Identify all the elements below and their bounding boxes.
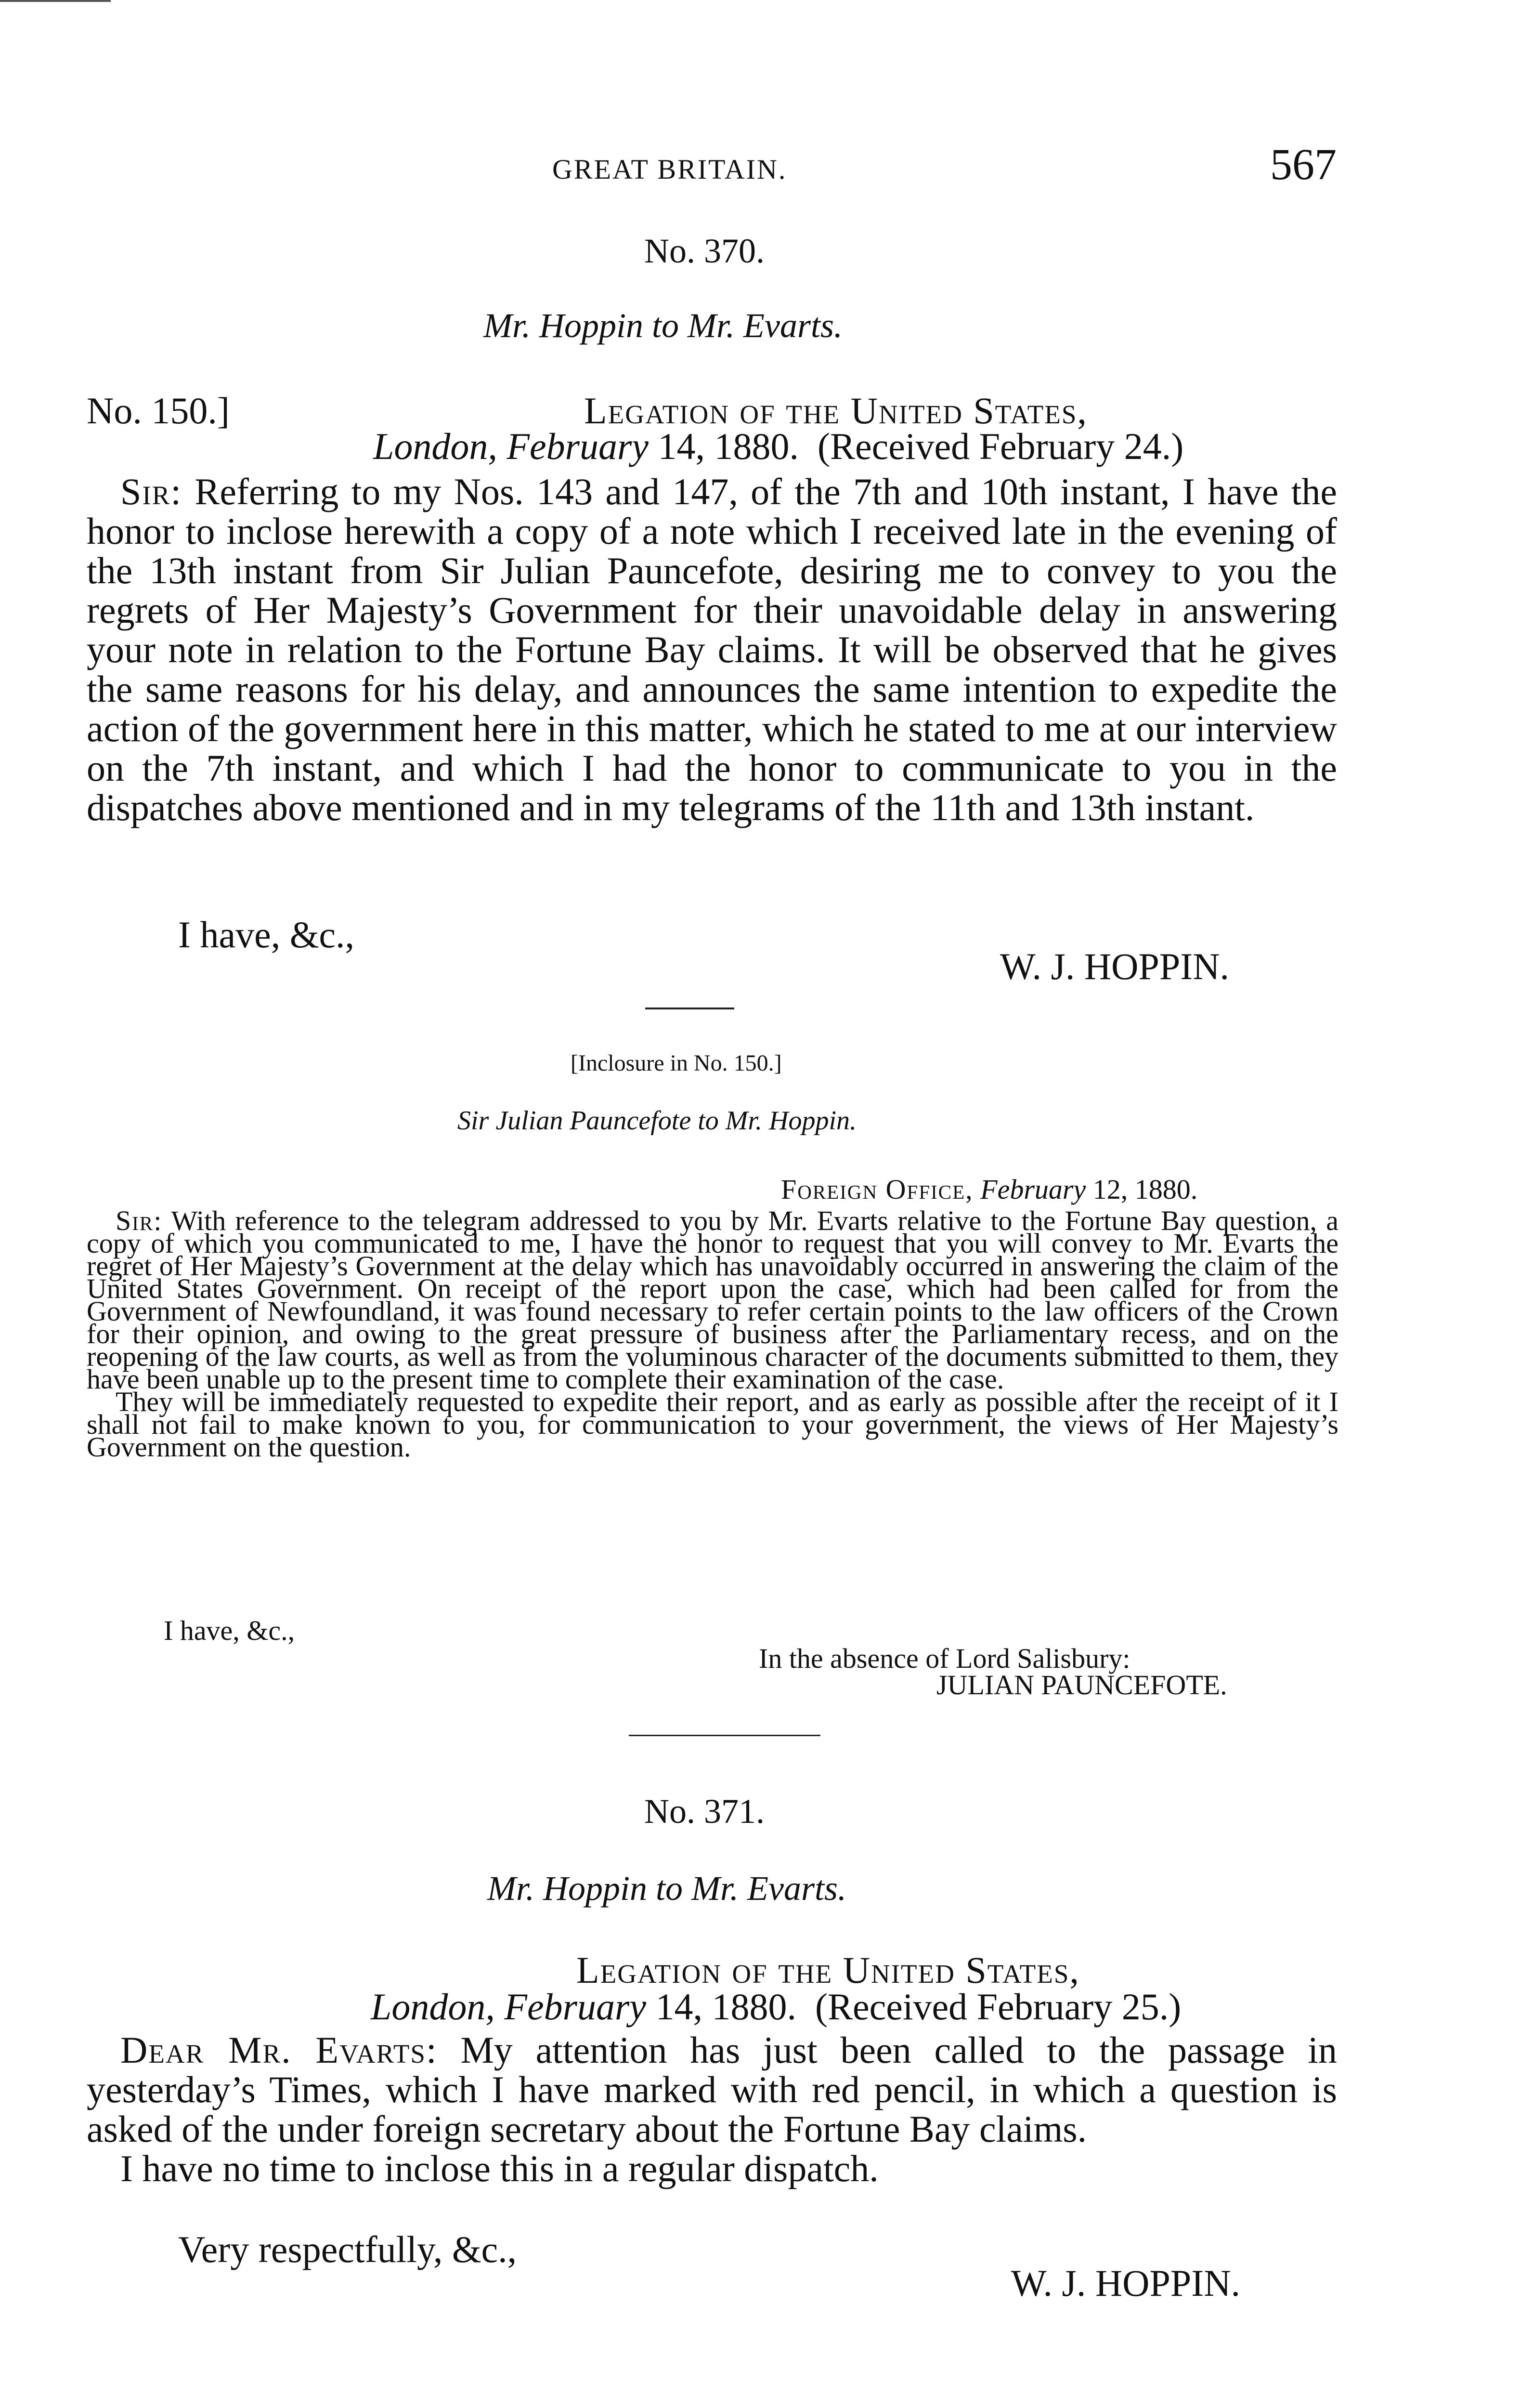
salutation: Sir:: [116, 1205, 163, 1236]
closing: Very respectfully, &c.,: [178, 2228, 517, 2270]
body-text: My attention has just been called to the passage in yesterday’s Times, which I have marked with red pencil, in which a question is asked of the under foreign secretary about the Fortune Bay claims.: [87, 2029, 1338, 2150]
salutation: Sir:: [120, 471, 182, 512]
date-rest: 14, 1880.: [655, 1986, 796, 2028]
place: London,: [371, 1986, 495, 2028]
running-title: GREAT BRITAIN.: [552, 154, 787, 185]
letter-body: [87, 472, 1337, 827]
date-month: February: [980, 1174, 1086, 1205]
body-text: With reference to the telegram addressed to you by Mr. Evarts relative to the Fortune Bay question, a copy of which you communicated to me, I have the honor to request that you will convey to Mr. Evarts the regret of Her Majesty’s Government at the delay which has unavoidably occurred in answering the claim of the United States Government. On receipt of the report upon the case, which had been called for from the Government of Newfoundland, it was found necessary to refer certain points to the law officers of the Crown for their opinion, and owing to the great pressure of business after the Parliamentary recess, and on the reopening of the law courts, as well as from the voluminous character of the documents submitted to them, they have been unable up to the present time to complete their examination of the case.: [87, 1205, 1339, 1395]
document-number: No. 371.: [644, 1792, 765, 1831]
date-rest: 14, 1880.: [658, 425, 799, 467]
date-line: [373, 427, 1183, 466]
document-heading: Mr. Hoppin to Mr. Evarts.: [487, 1869, 847, 1908]
closing: I have, &c.,: [178, 914, 355, 955]
office: Foreign Office,: [781, 1174, 974, 1205]
received-note: (Received February 25.): [815, 1986, 1182, 2028]
inclosure-body: [87, 1205, 1339, 1463]
salutation: Dear Mr. Evarts:: [120, 2029, 438, 2071]
body-text: Referring to my Nos. 143 and 147, of the 7th and 10th instant, I have the honor to inclose herewith a copy of a note which I received late in the evening of the 13th instant from Sir Julian Pauncefote, desiring me to convey to you the regrets of Her Majesty’s Government for their unavoidable delay in answering your note in relation to the Fortune Bay claims. It will be observed that he gives the same reasons for his delay, and announces the same intention to expedite the action of the government here in this matter, which he stated to me at our interview on the 7th instant, and which I had the honor to communicate to you in the dispatches above mentioned and in my telegrams of the 11th and 13th instant.: [87, 471, 1337, 828]
inclosure-label: [Inclosure in No. 150.]: [571, 1050, 782, 1076]
document-number: No. 370.: [644, 232, 765, 270]
page-number: 567: [1270, 140, 1337, 189]
date-line: [371, 1987, 1181, 2027]
place: London,: [373, 425, 497, 467]
date-rest: 12, 1880.: [1092, 1174, 1198, 1205]
page: [87, 0, 1338, 2408]
signature: W. J. HOPPIN.: [1011, 2262, 1241, 2304]
inclosure-closing: I have, &c.,: [164, 1615, 295, 1646]
inclosure-date-line: [781, 1173, 1197, 1205]
section-divider: [629, 1735, 820, 1736]
document-heading: Mr. Hoppin to Mr. Evarts.: [483, 306, 843, 345]
date-month: February: [504, 1986, 646, 2028]
body-paragraph-2: I have no time to inclose this in a regular dispatch.: [120, 2147, 879, 2189]
legation-line: Legation of the United States,: [576, 1949, 1080, 1991]
date-month: February: [507, 425, 649, 467]
section-divider: [645, 1008, 734, 1009]
inclosure-signature: JULIAN PAUNCEFOTE.: [936, 1669, 1227, 1701]
received-note: (Received February 24.): [818, 425, 1184, 467]
signature: W. J. HOPPIN.: [1000, 945, 1230, 987]
legation-line: Legation of the United States,: [584, 390, 1088, 432]
body-paragraph-2: They will be immediately requested to expedite their report, and as early as possible after the receipt of it I shall not fail to make known to you, for communication to your government, the views of Her Majesty’s Government on the question.: [87, 1386, 1338, 1463]
letter-body: [87, 2030, 1337, 2188]
dispatch-number: No. 150.]: [87, 390, 230, 432]
absence-line: In the absence of Lord Salisbury:: [759, 1643, 1130, 1674]
inclosure-heading: Sir Julian Pauncefote to Mr. Hoppin.: [457, 1106, 857, 1136]
